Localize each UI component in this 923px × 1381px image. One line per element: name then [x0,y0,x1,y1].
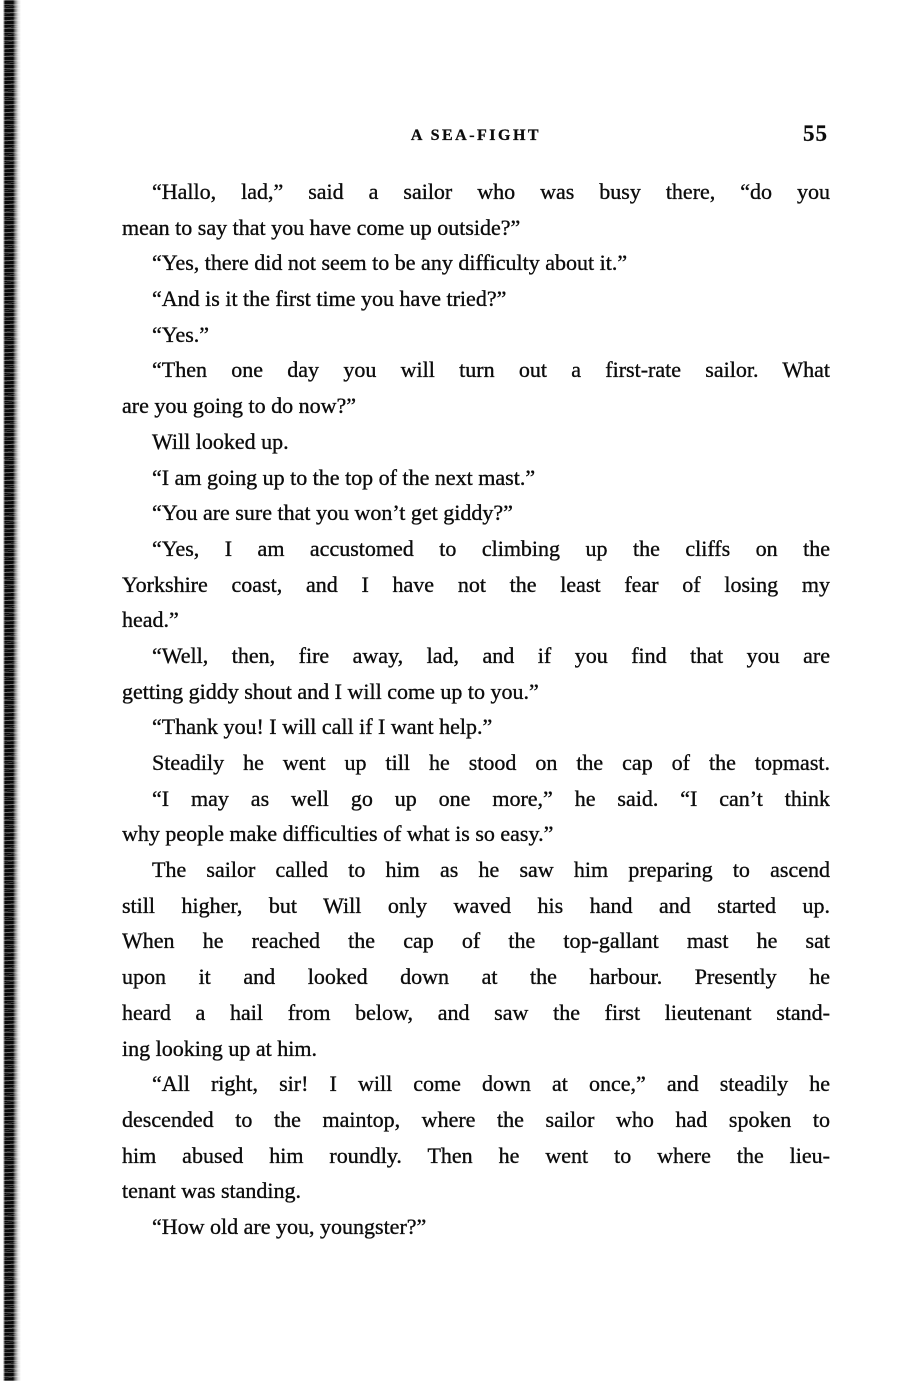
text-line: getting giddy shout and I will come up to you.” [122,678,539,704]
text-line: mean to say that you have come up outside?” [122,214,521,240]
page-header [122,121,830,152]
text-line: The sailor called to him as he saw him preparing to ascend [152,857,830,883]
text-line: still higher, but Will only waved his hand and started up. [122,892,830,918]
text-line: head.” [122,607,179,633]
text-line: “Yes, there did not seem to be any difficulty about it.” [152,250,628,276]
text-line: descended to the maintop, where the sailor who had spoken to [122,1106,830,1132]
text-line: “And is it the first time you have tried?” [152,286,507,312]
text-line: “Well, then, fire away, lad, and if you find that you are [152,642,830,668]
text-line: “I am going up to the top of the next mast.” [152,464,536,490]
text-line: “I may as well go up one more,” he said. “I can’t think [152,785,830,811]
text-line: “Then one day you will turn out a first-rate sailor. What [152,357,830,383]
text-line: Steadily he went up till he stood on the cap of the topmast. [152,750,830,775]
text-line: are you going to do now?” [122,393,356,419]
text-line: Will looked up. [152,428,289,454]
text-line: heard a hail from below, and saw the first lieutenant stand- [122,999,830,1025]
text-line: him abused him roundly. Then he went to where the lieu- [122,1142,830,1168]
text-line: “All right, sir! I will come down at once,” and steadily he [152,1071,830,1097]
body-text [122,174,830,1245]
binding-edge [0,0,26,1381]
text-line: When he reached the cap of the top-gallant mast he sat [122,928,830,954]
text-line: “Yes.” [152,321,210,347]
text-line: “Hallo, lad,” said a sailor who was busy there, “do you [152,179,830,204]
text-line: “How old are you, youngster?” [152,1213,427,1239]
text-line: tenant was standing. [122,1178,302,1204]
page-number: 55 [803,121,828,146]
text-line: Yorkshire coast, and I have not the least fear of losing my [122,571,830,597]
text-line: ing looking up at him. [122,1035,317,1061]
text-line: why people make difficulties of what is so easy.” [122,821,554,847]
text-line: “You are sure that you won’t get giddy?” [152,500,513,526]
text-line: “Thank you! I will call if I want help.” [152,714,493,740]
text-line: upon it and looked down at the harbour. Presently he [122,964,830,990]
running-title: A SEA-FIGHT [410,127,542,144]
text-line: “Yes, I am accustomed to climbing up the cliffs on the [152,535,830,561]
